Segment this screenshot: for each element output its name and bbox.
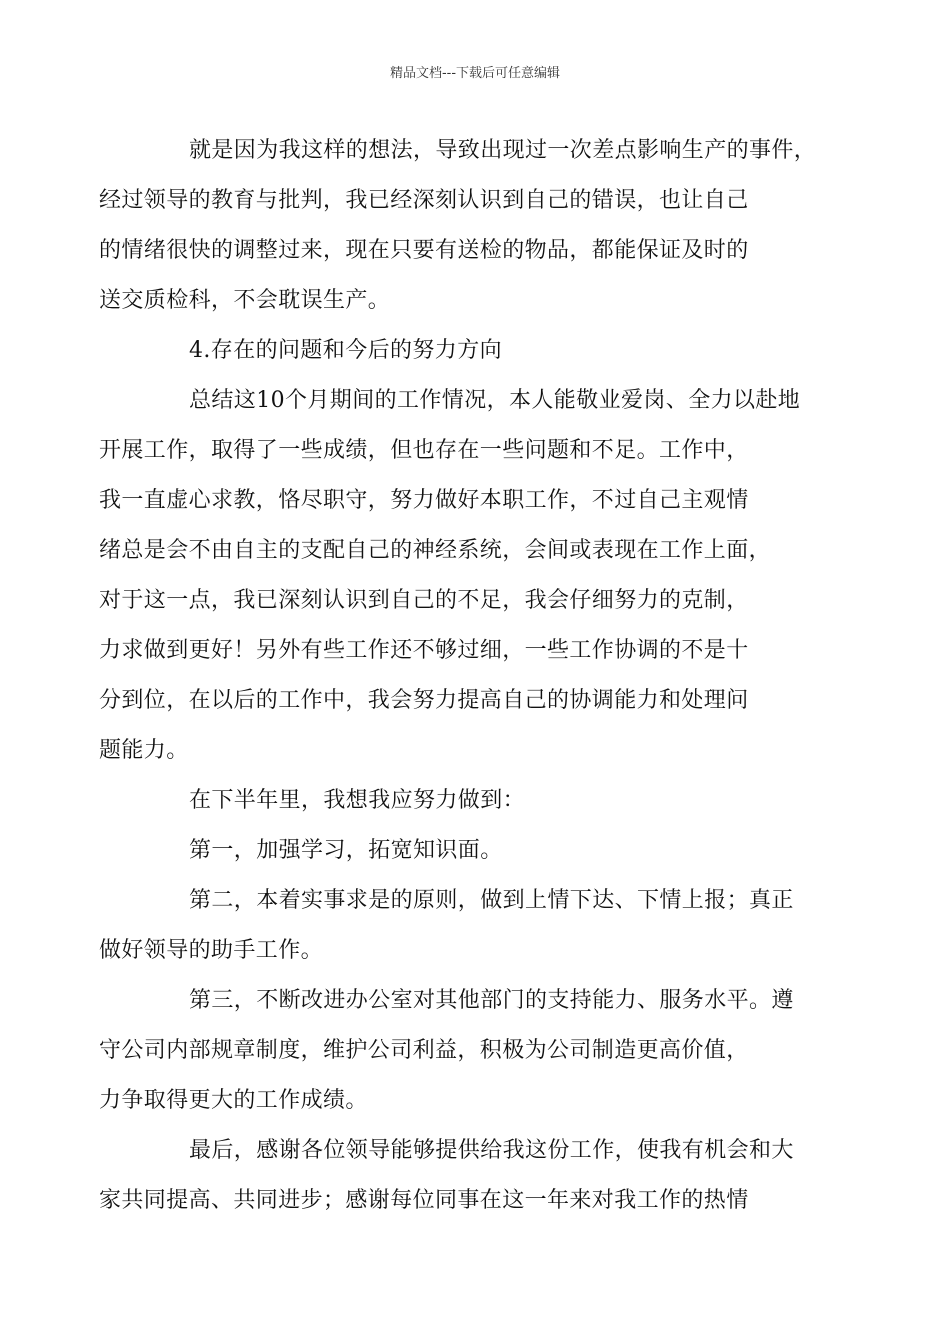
paragraph [144,826,814,876]
text-line: 做好领导的助手工作。 [99,938,324,963]
text-line: 的情绪很快的调整过来，现在只要有送检的物品，都能保证及时的 [99,238,749,263]
text-line: 就是因为我这样的想法，导致出现过一次差点影响生产的事件， [189,138,817,163]
page-header: 精品文档---下载后可任意编辑 [389,66,561,81]
paragraph [144,776,814,826]
text-line: 第三，不断改进办公室对其他部门的支持能力、服务水平。遵 [189,988,794,1013]
text-line: 最后，感谢各位领导能够提供给我这份工作，使我有机会和大 [189,1138,794,1163]
paragraph [99,376,814,776]
paragraph [99,876,814,976]
text-line: 守公司内部规章制度，维护公司利益，积极为公司制造更高价值， [99,1038,749,1063]
text-line: 4.存在的问题和今后的努力方向 [189,338,502,363]
text-line: 经过领导的教育与批判，我已经深刻认识到自己的错误，也让自己 [99,188,749,213]
document-body [99,126,817,1226]
paragraph [99,1126,814,1226]
text-line: 在下半年里，我想我应努力做到： [189,788,526,813]
text-line: 开展工作，取得了一些成绩，但也存在一些问题和不足。工作中， [99,438,749,463]
text-line: 分到位，在以后的工作中，我会努力提高自己的协调能力和处理问 [99,688,749,713]
text-line: 力求做到更好！另外有些工作还不够过细，一些工作协调的不是十 [99,638,749,663]
text-line: 对于这一点，我已深刻认识到自己的不足，我会仔细努力的克制， [99,588,749,613]
text-line: 第一，加强学习，拓宽知识面。 [189,838,503,863]
text-line: 绪总是会不由自主的支配自己的神经系统，会间或表现在工作上面， [99,538,772,563]
text-line: 我一直虚心求教，恪尽职守，努力做好本职工作，不过自己主观情 [99,488,749,513]
text-line: 题能力。 [99,738,189,763]
paragraph [99,976,814,1126]
text-line: 第二，本着实事求是的原则，做到上情下达、下情上报；真正 [189,888,794,913]
paragraph [99,126,817,326]
text-line: 送交质检科，不会耽误生产。 [99,288,391,313]
text-line: 力争取得更大的工作成绩。 [99,1088,368,1113]
text-line: 总结这10个月期间的工作情况，本人能敬业爱岗、全力以赴地 [189,388,801,413]
text-line: 家共同提高、共同进步；感谢每位同事在这一年来对我工作的热情 [99,1188,749,1213]
section-heading [144,326,814,376]
